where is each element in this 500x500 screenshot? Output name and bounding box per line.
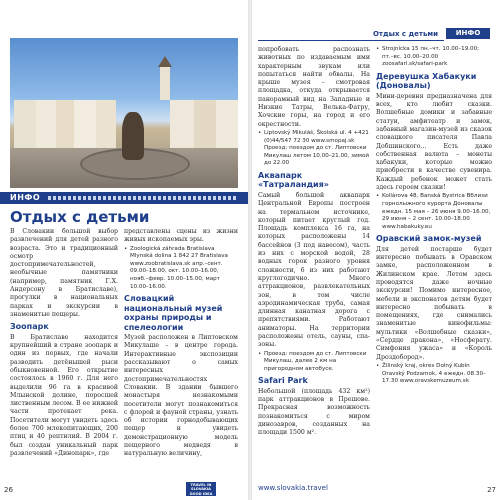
header-rule [258, 40, 444, 41]
town-square-photo [10, 38, 238, 188]
body-paragraph [124, 228, 238, 245]
travel-slovakia-logo [186, 482, 216, 496]
text: представлены сцены из жизни живых ископаемых эры. [124, 228, 238, 244]
body-paragraph [258, 46, 370, 129]
section-heading [258, 376, 370, 386]
text: Liptovský Mikuláš, Školská ul. 4 +421 (0)44/547 72 30 www.smopaj.sk Проезд: поездом до ст. Липтовски Микулаш летом 10.00–21.00, зимой до 22.00 [264, 129, 370, 167]
section-heading [10, 322, 118, 332]
text: попробовать распознать животных по издаваемым ими характерным звукам или попытаться найти обвалы. На крыше музея – смотровая площадка, откуда открывается панорамный вид на Западные и Низкие Татры, Велька-Фатру, Хочские горы, на город и его окрестности. [258, 46, 370, 128]
right-page [252, 0, 500, 500]
right-column-2 [376, 46, 492, 386]
text: Проезд: поездом до ст. Липтовски Микулаш, далее 2 км на пригородном автобусе. [264, 350, 367, 372]
running-header: Отдых с детьми [372, 30, 438, 38]
address-block [376, 193, 492, 231]
left-column-1 [10, 228, 118, 459]
left-column-2 [124, 228, 238, 460]
address-block [376, 46, 492, 69]
bullet-icon: • [376, 193, 380, 200]
section-heading [258, 171, 370, 190]
address-block [124, 246, 238, 292]
logo-line: GOOD IDEA [189, 491, 213, 496]
page-number-left: 26 [4, 486, 13, 494]
text: Для детей постарше будет интересно побывать в Оравском замке, расположенном в Жилинском крае. Летом здесь проводятся даже ночные экскурсии! Помимо интересное, мебели и экспонатов детям будет интересно побывать в помещениях, где снимались знаменитые кинофильмы: мультики «Волшебные сказки», «Сердце дракона», «Носферату. Симфония ужаса» и «Король Дроздобород». [376, 245, 492, 361]
body-paragraph [376, 246, 492, 362]
text: Kollárova 48, Banská Bystrica Вблизи горнолыжного курорта Доновалы ежедн. 15 мая – 26 июня 9.00–16.00, 29 июня – 2 сент. 10.00–18.00 www.habakuky.eu [382, 193, 491, 230]
info-tag: ИНФО [10, 193, 41, 202]
bullet-icon: • [124, 245, 128, 252]
text: Небольшой (площадь 432 км²) парк аттракционов в Прешове. Прекрасная возможность познакомиться с миром динозавров, созданных на площади 1500 м². [258, 387, 370, 437]
text: Оравский замок-музей [376, 234, 482, 244]
running-header-tag: ИНФО [446, 28, 490, 39]
body-paragraph [258, 388, 370, 438]
text: Zoologická záhrada Bratislava Mlynská dolina 1 842 27 Bratislava www.zoobratislava.sk апр.–сент. 09.00–18.00, окт. 10.00–16.00, нояб.–февр. 10.00–15.00, март 10.00–16.00. [130, 245, 228, 290]
body-paragraph [10, 334, 118, 458]
bullet-icon: • [376, 46, 380, 52]
bullet-icon: • [258, 129, 262, 136]
body-paragraph [10, 228, 118, 319]
logo-line: TRAVEL IN [190, 483, 212, 487]
body-paragraph [376, 93, 492, 193]
text: Деревушка Хабакуки (Доновалы) [376, 71, 477, 91]
left-page [0, 0, 248, 500]
section-heading [376, 234, 492, 244]
text: В Братиславе находится крупнейший в стране зоопарк и один из первых, где начали разводить детёнышей рыси обыкновенной. Его открытие состоялось в 1960 г. Для него выделили 96 га в красивой Млынской долине, поросшей лиственным лесом. В ее нижней части протекает река. Посетители могут увидеть здесь более 700 млекопитающих, 200 птиц и 40 рептилий. В 2004 г. был создан уникальный парк развлечений «Динопарк», где [10, 333, 118, 457]
address-block [258, 130, 370, 168]
bullet-icon: • [376, 362, 380, 369]
text: Самый большой аквапарк Центральной Европы построен на термальном источнике, который питает круглый год. Площадь комплекса 16 га, на которых расположены 14 бассейнов (3 под навесом), часть из них с морской водой, 28 водных горок разного уровня сложности, 6 из них работают круглогодично. Много аттракционов, развлекательных зон, в том числе аэродинамическая труба, самая длинная канатная дорога с препятствиями. Работают аниматоры. На территории расположены отель, сауны, спа-зоны. [258, 191, 370, 349]
text: Зоопарк [10, 322, 49, 332]
logo-line: SLOVAKIA [191, 487, 211, 492]
text: Safari Park [258, 376, 308, 386]
section-heading [376, 72, 492, 91]
address-block [376, 363, 492, 386]
page-number-right: 27 [487, 486, 496, 494]
footer-url[interactable]: www.slovakia.travel [258, 484, 328, 492]
text: Мини-деревня предназначена для всех, кто любит сказки. Волшебные домики и забавные статуи, амфитеатр и замок, забавный магазин-музей из сказок словацкого писателя Павла Добшинского… Есть даже собственная валюта – монеты хабакуки, которые можно приобрести в качестве сувенира. Каждый ребенок может стать здесь героем сказки! [376, 92, 492, 192]
body-paragraph [124, 334, 238, 458]
decor-stripes [48, 196, 238, 200]
body-paragraph [258, 192, 370, 350]
text: Žilinský kraj, okres Dolný Kubín Oravský Podzamok, 4 ежедн. 08.30–17.30 www.oravskemuzeum.sk [382, 362, 486, 385]
section-heading [124, 294, 238, 332]
text: Музей расположен в Липтовском Микулаше – в центре города. Интерактивные экспозиции рассказывают о самых интересных достопримечательностях Словакии. В здании бывшего монастыря незнакомыми посетители могут познакомиться с флорой и фауной страны, узнать об истории горнодобывающих пещер и увидеть демонстрационную модель пещерного медведя в натуральную величину, [124, 334, 238, 458]
text: Strojnícka 15 пн.–чт. 10.00–19.00; пт.–вс. 10.00–20.00 zoosafari.sk/safari-park [382, 46, 480, 68]
address-block [258, 351, 370, 374]
text: Аквапарк «Татраландия» [258, 170, 329, 190]
text: В Словакии большой выбор развлечений для детей разного возраста. Это и традиционный осмотр достопримечательностей, необычные памятники (например, памятник Г.Х. Андерсону в Братиславе), прогулки в национальных парках и экскурсии в знаменитые пещеры. [10, 228, 118, 318]
page-title: Отдых с детьми [10, 208, 150, 226]
text: Словацкий национальный музей охраны природы и спелеологии [124, 294, 223, 332]
right-column-1 [258, 46, 370, 439]
bullet-icon: • [258, 350, 262, 357]
